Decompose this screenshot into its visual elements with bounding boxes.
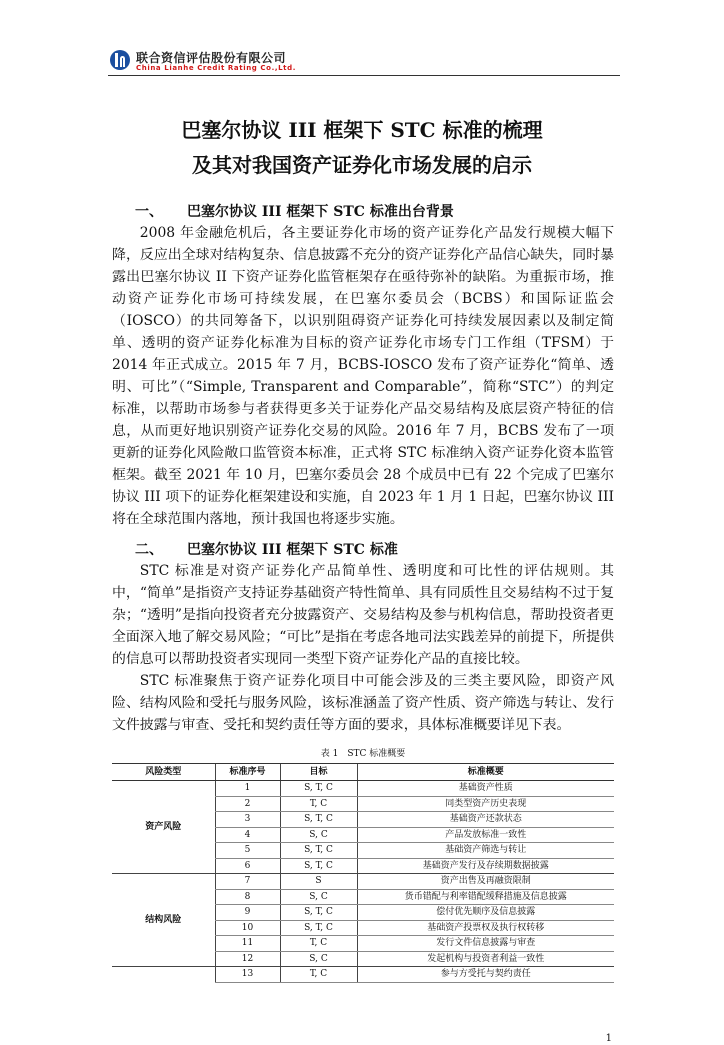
document-body bbox=[112, 202, 614, 1045]
target-cell: T, C bbox=[280, 967, 357, 983]
document-title bbox=[0, 113, 724, 183]
summary-cell: 基础资产性质 bbox=[357, 781, 614, 797]
target-cell: S bbox=[280, 874, 357, 890]
section-title: 巴塞尔协议 III 框架下 STC 标准出台背景 bbox=[187, 204, 454, 220]
risk-type-cell bbox=[112, 967, 215, 983]
standard-no-cell: 9 bbox=[215, 905, 280, 921]
header-summary: 标准概要 bbox=[357, 764, 614, 781]
target-cell: S, T, C bbox=[280, 843, 357, 859]
standard-no-cell: 1 bbox=[215, 781, 280, 797]
risk-type-cell: 资产风险 bbox=[112, 781, 215, 874]
target-cell: S, T, C bbox=[280, 781, 357, 797]
table-row bbox=[112, 967, 614, 983]
target-cell: T, C bbox=[280, 796, 357, 812]
stc-standards-table bbox=[112, 763, 614, 983]
header-target: 目标 bbox=[280, 764, 357, 781]
summary-cell: 同类型资产历史表现 bbox=[357, 796, 614, 812]
section-2-heading bbox=[135, 540, 614, 560]
section-1-heading bbox=[135, 202, 614, 222]
risk-type-cell: 结构风险 bbox=[112, 874, 215, 967]
target-cell: S, C bbox=[280, 827, 357, 843]
summary-cell: 货币错配与利率错配缓释措施及信息披露 bbox=[357, 889, 614, 905]
letterhead bbox=[108, 48, 620, 76]
page-number: 1 bbox=[605, 1032, 612, 1044]
table-row bbox=[112, 781, 614, 797]
standard-no-cell: 6 bbox=[215, 858, 280, 874]
company-name-cn: 联合资信评估股份有限公司 bbox=[136, 51, 287, 65]
table-row bbox=[112, 874, 614, 890]
standard-no-cell: 3 bbox=[215, 812, 280, 828]
document-title-line-2: 及其对我国资产证券化市场发展的启示 bbox=[192, 153, 532, 177]
target-cell: S, T, C bbox=[280, 920, 357, 936]
summary-cell: 产品发放标准一致性 bbox=[357, 827, 614, 843]
target-cell: T, C bbox=[280, 936, 357, 952]
company-name-en: China Lianhe Credit Rating Co.,Ltd. bbox=[136, 64, 296, 72]
summary-cell: 发起机构与投资者利益一致性 bbox=[357, 951, 614, 967]
target-cell: S, T, C bbox=[280, 858, 357, 874]
standard-no-cell: 4 bbox=[215, 827, 280, 843]
document-title-line-1: 巴塞尔协议 III 框架下 STC 标准的梳理 bbox=[181, 118, 543, 142]
table-caption: 表 1 STC 标准概要 bbox=[320, 749, 406, 759]
company-logo-icon bbox=[110, 50, 130, 70]
header-standard-no: 标准序号 bbox=[215, 764, 280, 781]
summary-cell: 基础资产筛选与转让 bbox=[357, 843, 614, 859]
section-number: 一、 bbox=[135, 204, 163, 220]
section-2-paragraph-2: STC 标准聚焦于资产证券化项目中可能会涉及的三类主要风险，即资产风险、结构风险和受托与服务风险，该标准涵盖了资产性质、资产筛选与转让、发行文件披露与审查、受托和契约责任等方面的要求，具体标准概要详见下表。 bbox=[112, 673, 614, 733]
standard-no-cell: 10 bbox=[215, 920, 280, 936]
summary-cell: 发行文件信息披露与审查 bbox=[357, 936, 614, 952]
table-header-row bbox=[112, 764, 614, 781]
summary-cell: 偿付优先顺序及信息披露 bbox=[357, 905, 614, 921]
standard-no-cell: 8 bbox=[215, 889, 280, 905]
target-cell: S, T, C bbox=[280, 812, 357, 828]
standard-no-cell: 11 bbox=[215, 936, 280, 952]
summary-cell: 参与方受托与契约责任 bbox=[357, 967, 614, 983]
standard-no-cell: 12 bbox=[215, 951, 280, 967]
section-2-paragraph-1: STC 标准是对资产证券化产品简单性、透明度和可比性的评估规则。其中，“简单”是指资产支持证券基础资产特性简单、具有同质性且交易结构不过于复杂；“透明”是指向投资者充分披露资产、交易结构及参与机构信息，帮助投资者更全面深入地了解交易风险；“可比”是指在考虑各地司法实践差异的前提下，所提供的信息可以帮助投资者实现同一类型下资产证券化产品的直接比较。 bbox=[112, 563, 614, 667]
target-cell: S, T, C bbox=[280, 905, 357, 921]
standard-no-cell: 5 bbox=[215, 843, 280, 859]
target-cell: S, C bbox=[280, 889, 357, 905]
standard-no-cell: 7 bbox=[215, 874, 280, 890]
summary-cell: 基础资产发行及存续期数据披露 bbox=[357, 858, 614, 874]
section-title: 巴塞尔协议 III 框架下 STC 标准 bbox=[187, 542, 398, 558]
section-1-paragraph: 2008 年金融危机后，各主要证券化市场的资产证券化产品发行规模大幅下降，反应出全球对结构复杂、信息披露不充分的资产证券化产品信心缺失，同时暴露出巴塞尔协议 II 下资产证券化监管框架存在亟待弥补的缺陷。为重振市场，推动资产证券化市场可持续发展，在巴塞尔委员会（BCBS）和国际证监会（IOSCO）的共同筹备下，以识别阻碍资产证券化可持续发展因素以及制定简单、透明的资产证券化标准为目标的资产证券化市场专门工作组（TFSM）于 2014 年正式成立。2015 年 7 月，BCBS-IOSCO 发布了资产证券化“简单、透明、可比”（“Simple, Transparent and Comparable”，简称“STC”）的判定标准，以帮助市场参与者获得更多关于证券化产品交易结构及底层资产特征的信息，从而更好地识别资产证券化交易的风险。2016 年 7 月，BCBS 发布了一项更新的证券化风险敞口监管资本标准，正式将 STC 标准纳入资产证券化资本监管框架。截至 2021 年 10 月，巴塞尔委员会 28 个成员中已有 22 个完成了巴塞尔协议 III 项下的证券化框架建设和实施，自 2023 年 1 月 1 日起，巴塞尔协议 III 将在全球范围内落地，预计我国也将逐步实施。 bbox=[112, 225, 614, 527]
summary-cell: 基础资产还款状态 bbox=[357, 812, 614, 828]
summary-cell: 资产出售及再融资限制 bbox=[357, 874, 614, 890]
section-number: 二、 bbox=[135, 542, 163, 558]
standard-no-cell: 2 bbox=[215, 796, 280, 812]
header-risk-type: 风险类型 bbox=[112, 764, 215, 781]
summary-cell: 基础资产投票权及执行权转移 bbox=[357, 920, 614, 936]
target-cell: S, C bbox=[280, 951, 357, 967]
standard-no-cell: 13 bbox=[215, 967, 280, 983]
